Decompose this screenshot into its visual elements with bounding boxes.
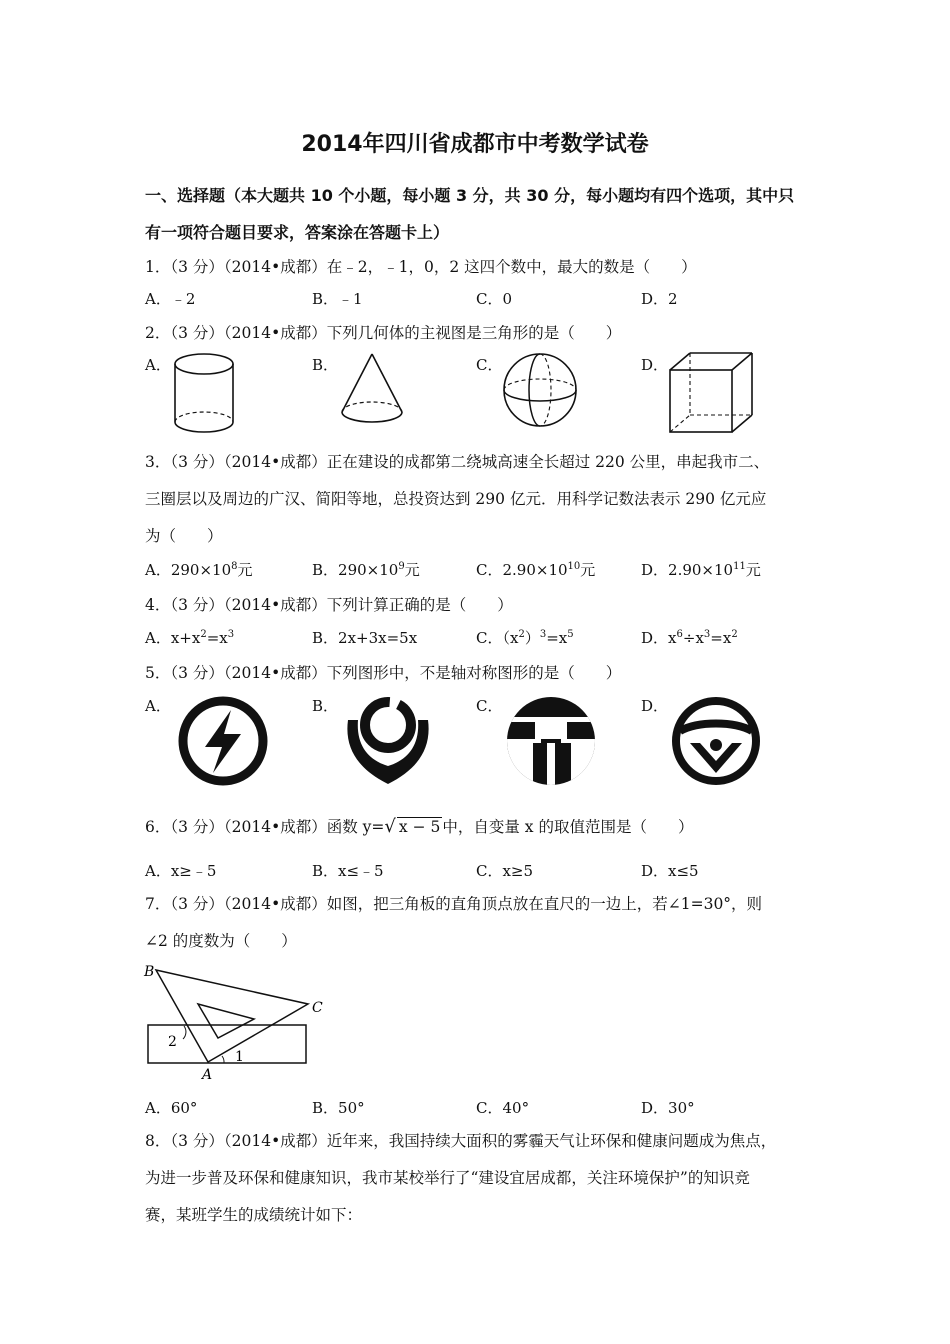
cylinder-figure	[170, 350, 240, 440]
q1-option-a: A．﹣2	[145, 290, 196, 308]
q8-stem-line1: 8．（3 分）（2014•成都）近年来，我国持续大面积的雾霾天气让环保和健康问题成为焦点，	[145, 1132, 777, 1150]
triangle-ruler-figure	[140, 960, 340, 1085]
q3-stem-line1: 3．（3 分）（2014•成都）正在建设的成都第二绕城高速全长超过 220 公里，串起我市二、	[145, 453, 770, 471]
sphere-figure	[500, 350, 580, 435]
q2-option-b: B．	[312, 356, 339, 374]
q6-option-b: B．x≤﹣5	[312, 862, 384, 880]
cone-figure	[338, 350, 408, 440]
q5-option-c: C．	[476, 697, 503, 715]
q8-stem-line3: 赛，某班学生的成绩统计如下：	[145, 1206, 363, 1224]
q5-option-b: B．	[312, 697, 339, 715]
q6-radicand: x − 5	[398, 818, 441, 836]
label-b: B	[144, 964, 155, 980]
heart-steering-logo	[668, 693, 764, 789]
q2-stem: 2．（3 分）（2014•成都）下列几何体的主视图是三角形的是（ ）	[145, 324, 622, 342]
q6-option-d: D．x≤5	[641, 862, 699, 880]
q2-option-a: A．	[145, 356, 171, 374]
q3-stem-line3: 为（ ）	[145, 527, 223, 545]
q4-option-b: B．2x+3x=5x	[312, 629, 418, 647]
q3-option-a: A．$290\times 10^8$元	[145, 561, 253, 579]
q7-option-a: A．60°	[145, 1099, 198, 1117]
q3-option-d: D．$2.90\times 10^{11}$元	[641, 561, 761, 579]
q2-option-d: D．	[641, 356, 669, 374]
q7-stem-line1: 7．（3 分）（2014•成都）如图，把三角板的直角顶点放在直尺的一边上，若∠1=30°，则	[145, 895, 763, 913]
lightning-logo	[175, 693, 271, 789]
q7-option-c: C．40°	[476, 1099, 530, 1117]
ring-emblem-logo	[338, 690, 438, 788]
tree-shape-logo	[503, 693, 599, 789]
q4-option-c: C．$(x^2)^3=x^5$	[476, 629, 574, 647]
label-c: C	[312, 1000, 323, 1016]
q7-option-d: D．30°	[641, 1099, 695, 1117]
label-angle-1: 1	[235, 1049, 244, 1065]
q7-option-b: B．50°	[312, 1099, 365, 1117]
q5-option-d: D．	[641, 697, 669, 715]
q1-option-d: D．2	[641, 290, 678, 308]
q3-option-b: B．$290\times 10^9$元	[312, 561, 420, 579]
page-title: 2014年四川省成都市中考数学试卷	[301, 132, 649, 157]
label-angle-2: 2	[168, 1034, 177, 1050]
q8-stem-line2: 为进一步普及环保和健康知识，我市某校举行了“建设宜居成都，关注环境保护”的知识竞	[145, 1169, 750, 1187]
q5-option-a: A．	[145, 697, 171, 715]
q6-stem: 6．（3 分）（2014•成都）函数 y=√ x − 5 中，自变量 x 的取值范围是（ ）	[145, 816, 694, 837]
q3-stem-line2: 三圈层以及周边的广汉、简阳等地，总投资达到 290 亿元．用科学记数法表示 290 亿元应	[145, 490, 767, 508]
q1-stem: 1．（3 分）（2014•成都）在﹣2，﹣1，0，2 这四个数中，最大的数是（ ）	[145, 258, 697, 276]
q1-option-b: B．﹣1	[312, 290, 363, 308]
label-a: A	[202, 1067, 213, 1083]
q6-option-c: C．x≥5	[476, 862, 534, 880]
section-heading-line1: 一、选择题（本大题共 10 个小题，每小题 3 分，共 30 分，每小题均有四个选项，其中只	[145, 186, 795, 205]
q5-stem: 5．（3 分）（2014•成都）下列图形中，不是轴对称图形的是（ ）	[145, 664, 622, 682]
cube-figure	[668, 350, 758, 435]
q4-option-d: D．$x^6\div x^3=x^2$	[641, 629, 738, 647]
q6-option-a: A．x≥﹣5	[145, 862, 217, 880]
q3-option-c: C．$2.90\times 10^{10}$元	[476, 561, 596, 579]
q1-option-c: C．0	[476, 290, 513, 308]
section-heading-line2: 有一项符合题目要求，答案涂在答题卡上）	[145, 223, 450, 242]
q4-stem: 4．（3 分）（2014•成都）下列计算正确的是（ ）	[145, 596, 513, 614]
q4-option-a: A．$x+x^2=x^3$	[145, 629, 235, 647]
q7-stem-line2: ∠2 的度数为（ ）	[145, 932, 297, 950]
q2-option-c: C．	[476, 356, 503, 374]
